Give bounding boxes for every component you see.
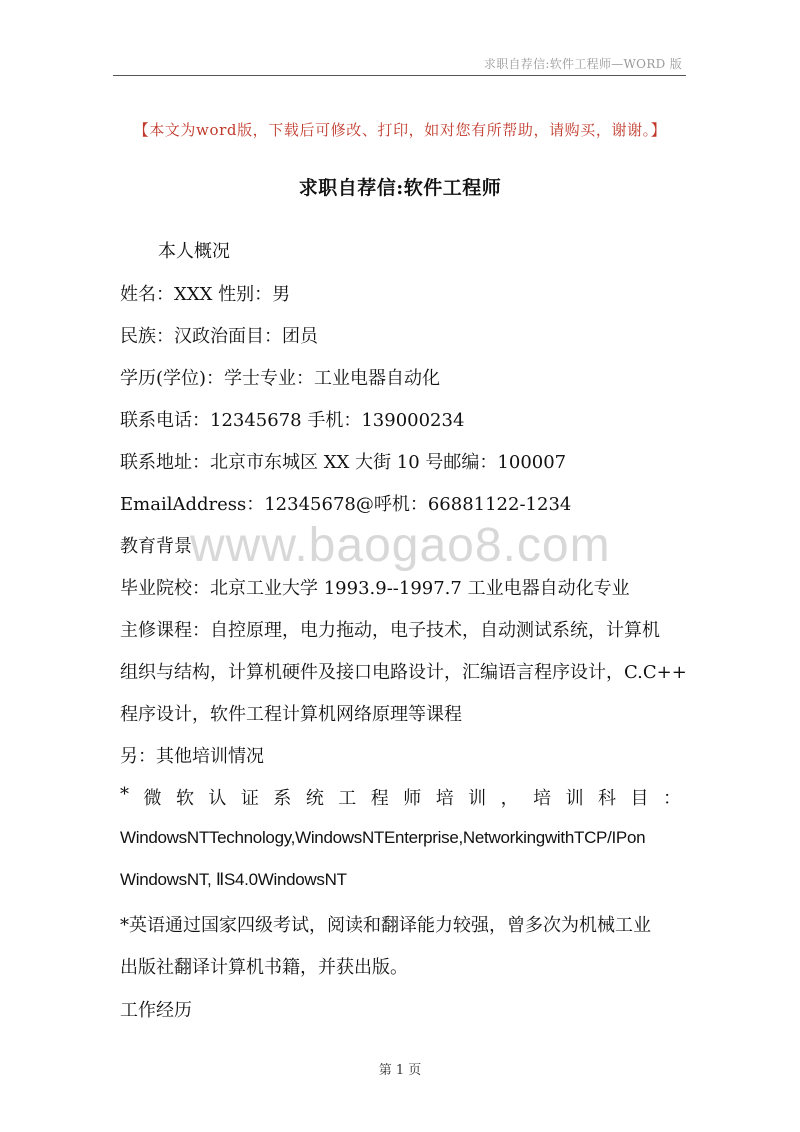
page-number: 第 1 页 [378,1063,422,1078]
training-char: 目 [630,788,649,809]
training-char: 程 [370,788,389,809]
training-line-3: WindowsNT, ⅡS4.0WindowsNT [120,870,347,889]
training-char: 训 [468,788,487,809]
training-char: 软 [175,788,194,809]
phone-line: 联系电话：12345678 手机：139000234 [120,410,465,431]
training-char: 系 [273,788,292,809]
section-heading-education: 教育背景 [120,536,192,557]
other-training-line: 另：其他培训情况 [120,746,264,767]
section-heading-work: 工作经历 [120,1000,192,1021]
name-gender-line: 姓名：XXX 性别：男 [120,284,291,305]
training-char: 训 [565,788,584,809]
courses-line-3: 程序设计，软件工程计算机网络原理等课程 [120,704,462,725]
training-char: 工 [338,788,357,809]
training-char: 培 [533,788,552,809]
address-line: 联系地址：北京市东城区 XX 大街 10 号邮编：100007 [120,452,567,473]
training-char: * [120,784,129,805]
training-char: 科 [598,788,617,809]
training-char: 统 [305,788,324,809]
courses-line-1: 主修课程：自控原理，电力拖动，电子技术，自动测试系统，计算机 [120,620,660,641]
training-char: ： [662,788,681,809]
courses-line-2: 组织与结构，计算机硬件及接口电路设计，汇编语言程序设计，C.C++ [120,662,687,683]
training-line-1 [120,784,681,810]
training-char: ， [500,788,519,809]
training-line-2: WindowsNTTechnology,WindowsNTEnterprise,NetworkingwithTCP/IPon [120,828,646,847]
running-header: 求职自荐信:软件工程师—WORD 版 [483,57,682,71]
section-heading-profile: 本人概况 [158,241,230,262]
degree-major-line: 学历(学位)：学士专业：工业电器自动化 [120,368,441,389]
training-char: 证 [240,788,259,809]
school-line: 毕业院校：北京工业大学 1993.9--1997.7 工业电器自动化专业 [120,578,630,599]
watermark: www.baogao8.com [190,519,611,572]
page-title: 求职自荐信:软件工程师 [298,177,502,199]
email-pager-line: EmailAddress：12345678@呼机：66881122-1234 [120,494,572,515]
training-char: 师 [403,788,422,809]
download-notice: 【本文为word版，下载后可修改、打印，如对您有所帮助，请购买，谢谢。】 [133,121,667,139]
header-divider [113,75,686,76]
training-char: 认 [208,788,227,809]
english-line-2: 出版社翻译计算机书籍，并获出版。 [120,957,408,978]
training-char: 微 [143,788,162,809]
training-char: 培 [435,788,454,809]
english-line-1: *英语通过国家四级考试，阅读和翻译能力较强，曾多次为机械工业 [120,915,651,936]
ethnicity-political-line: 民族：汉政治面目：团员 [120,326,318,347]
